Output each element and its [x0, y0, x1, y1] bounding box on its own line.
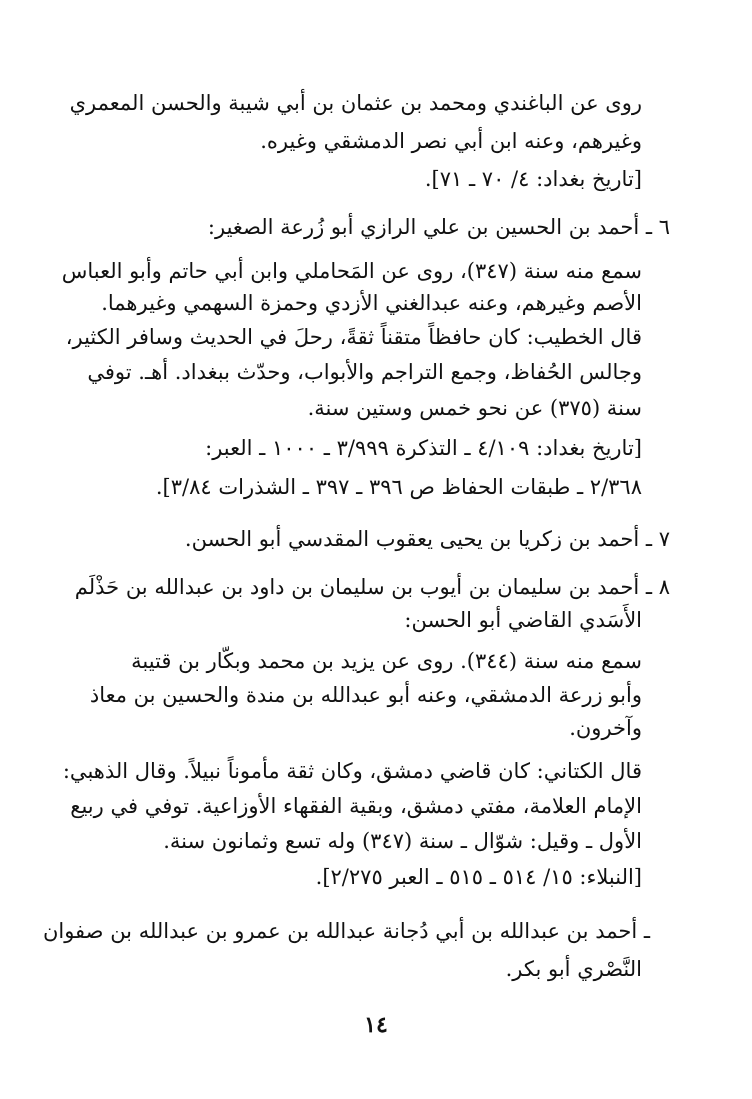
text-line: سمع منه سنة (٣٤٤). روى عن يزيد بن محمد وبكّار بن قتيبة: [131, 649, 642, 673]
text-line: وغيرهم، وعنه ابن أبي نصر الدمشقي وغيره.: [260, 129, 642, 153]
text-line: قال الكتاني: كان قاضي دمشق، وكان ثقة مأموناً نبيلاً. وقال الذهبي:: [62, 759, 642, 783]
citation-line: ٢/٣٦٨ ـ طبقات الحفاظ ص ٣٩٦ ـ ٣٩٧ ـ الشذرات ٣/٨٤].: [155, 475, 642, 499]
entry-heading-8: ٨ ـ أحمد بن سليمان بن أيوب بن سليمان بن داود بن عبدالله بن حَذْلَم: [74, 575, 670, 599]
text-line: الأول ـ وقيل: شوّال ـ سنة (٣٤٧) وله تسع وثمانون سنة.: [163, 829, 642, 853]
entry-heading-7: ٧ ـ أحمد بن زكريا بن يحيى يعقوب المقدسي أبو الحسن.: [184, 527, 670, 551]
text-line: الأصم وغيرهم، وعنه عبدالغني الأزدي وحمزة السهمي وغيرهما.: [101, 291, 642, 315]
entry-heading-6: ٦ ـ أحمد بن الحسين بن علي الرازي أبو زُرعة الصغير:: [207, 215, 670, 239]
citation-line: [تاريخ بغداد: ٤/١٠٩ ـ التذكرة ٣/٩٩٩ ـ ١٠٠٠ ـ العبر:: [205, 436, 642, 460]
text-line: وآخرون.: [569, 716, 642, 740]
text-line: روى عن الباغندي ومحمد بن عثمان بن أبي شيبة والحسن المعمري: [69, 91, 642, 115]
text-line: الإمام العلامة، مفتي دمشق، وبقية الفقهاء الأوزاعية. توفي في ربيع: [70, 794, 642, 818]
page-number: ١٤: [364, 1012, 388, 1038]
text-line: سمع منه سنة (٣٤٧)، روى عن المَحاملي وابن أبي حاتم وأبو العباس: [61, 259, 642, 283]
citation-line: [تاريخ بغداد: ٤/ ٧٠ ـ ٧١].: [424, 167, 642, 191]
citation-line: [النبلاء: ١٥/ ٥١٤ ـ ٥١٥ ـ العبر ٢/٢٧٥].: [315, 865, 642, 889]
text-line: الأَسَدي القاضي أبو الحسن:: [404, 608, 642, 632]
text-line: وأبو زرعة الدمشقي، وعنه أبو عبدالله بن مندة والحسين بن معاذ: [89, 683, 642, 707]
text-line: النَّصْري أبو بكر.: [505, 957, 642, 981]
text-line: قال الخطيب: كان حافظاً متقناً ثقةً، رحلَ في الحديث وسافر الكثير،: [65, 325, 642, 349]
text-line: وجالس الحُفاظ، وجمع التراجم والأبواب، وحدّث ببغداد. أهـ. توفي: [87, 360, 642, 384]
entry-heading: ـ أحمد بن عبدالله بن أبي دُجانة عبدالله بن عمرو بن عبدالله بن صفوان: [42, 919, 650, 943]
text-line: سنة (٣٧٥) عن نحو خمس وستين سنة.: [307, 396, 642, 420]
